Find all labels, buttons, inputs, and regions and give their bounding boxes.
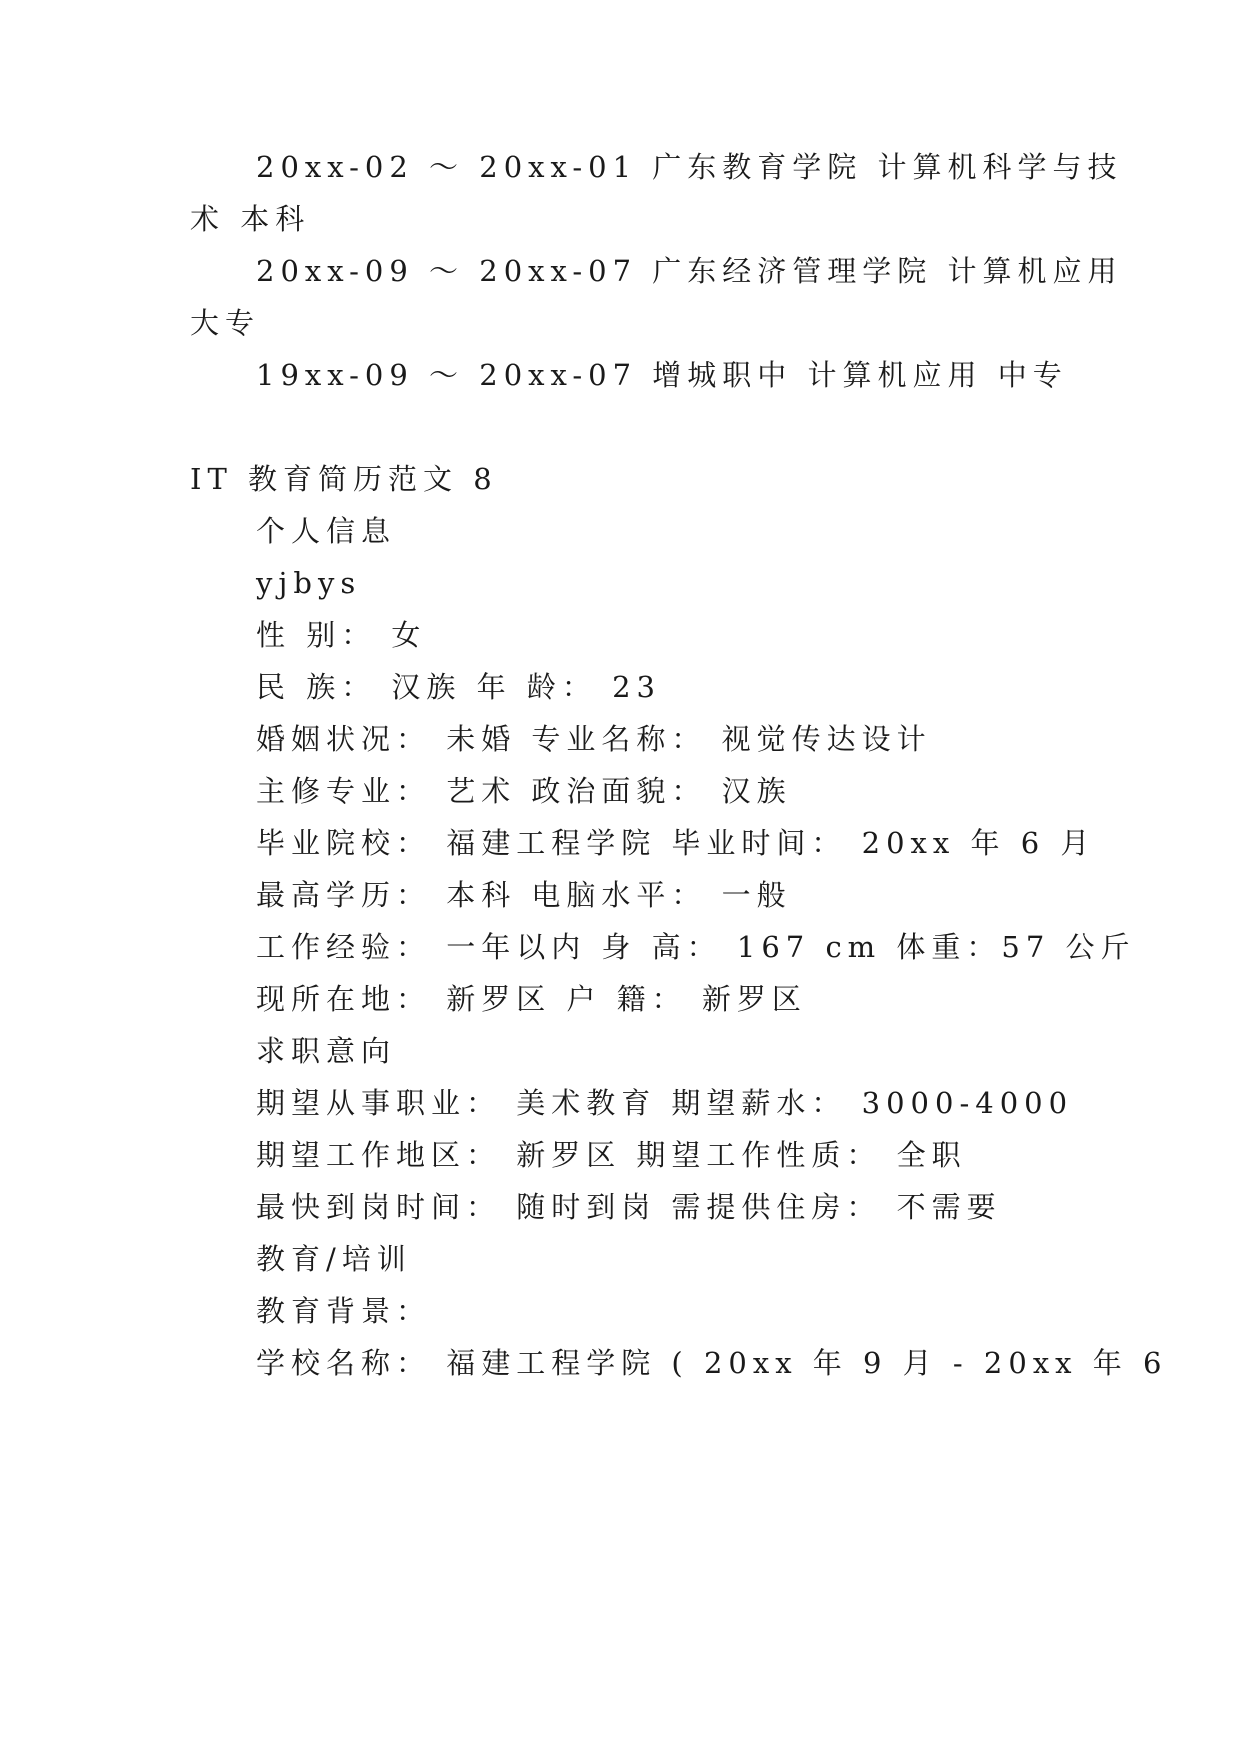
education-background-label: 教育背景：	[256, 1294, 432, 1328]
school-name-line: 学校名称： 福建工程学院 ( 20xx 年 9 月 - 20xx 年 6	[256, 1346, 1168, 1380]
ethnicity-age-line: 民 族： 汉族 年 龄： 23	[256, 670, 661, 704]
experience-height-weight-line: 工作经验： 一年以内 身 高： 167 cm 体重：57 公斤	[256, 930, 1136, 964]
degree-computer-line: 最高学历： 本科 电脑水平： 一般	[256, 878, 792, 912]
location-household-line: 现所在地： 新罗区 户 籍： 新罗区	[256, 982, 807, 1016]
school-graduation-line: 毕业院校： 福建工程学院 毕业时间： 20xx 年 6 月	[256, 826, 1096, 860]
gender-line: 性 别： 女	[256, 618, 427, 652]
arrival-housing-line: 最快到岗时间： 随时到岗 需提供住房： 不需要	[256, 1190, 1002, 1224]
marital-major-line: 婚姻状况： 未婚 专业名称： 视觉传达设计	[256, 722, 932, 756]
main-major-politics-line: 主修专业： 艺术 政治面貌： 汉族	[256, 774, 792, 808]
section-title: IT 教育简历范文 8	[190, 462, 498, 496]
education-history-line-3: 20xx-09 ～ 20xx-07 广东经济管理学院 计算机应用	[256, 254, 1123, 288]
education-training-heading: 教育/培训	[256, 1242, 412, 1276]
job-intention-heading: 求职意向	[256, 1034, 397, 1068]
education-history-line-2: 术 本科	[190, 202, 311, 236]
expected-job-salary-line: 期望从事职业： 美术教育 期望薪水： 3000-4000	[256, 1086, 1074, 1120]
education-history-line-4: 大专	[190, 306, 261, 340]
resume-name: yjbys	[256, 566, 362, 600]
education-history-line-5: 19xx-09 ～ 20xx-07 增城职中 计算机应用 中专	[256, 358, 1068, 392]
expected-area-type-line: 期望工作地区： 新罗区 期望工作性质： 全职	[256, 1138, 967, 1172]
education-history-line-1: 20xx-02 ～ 20xx-01 广东教育学院 计算机科学与技	[256, 150, 1123, 184]
personal-info-heading: 个人信息	[256, 514, 397, 548]
